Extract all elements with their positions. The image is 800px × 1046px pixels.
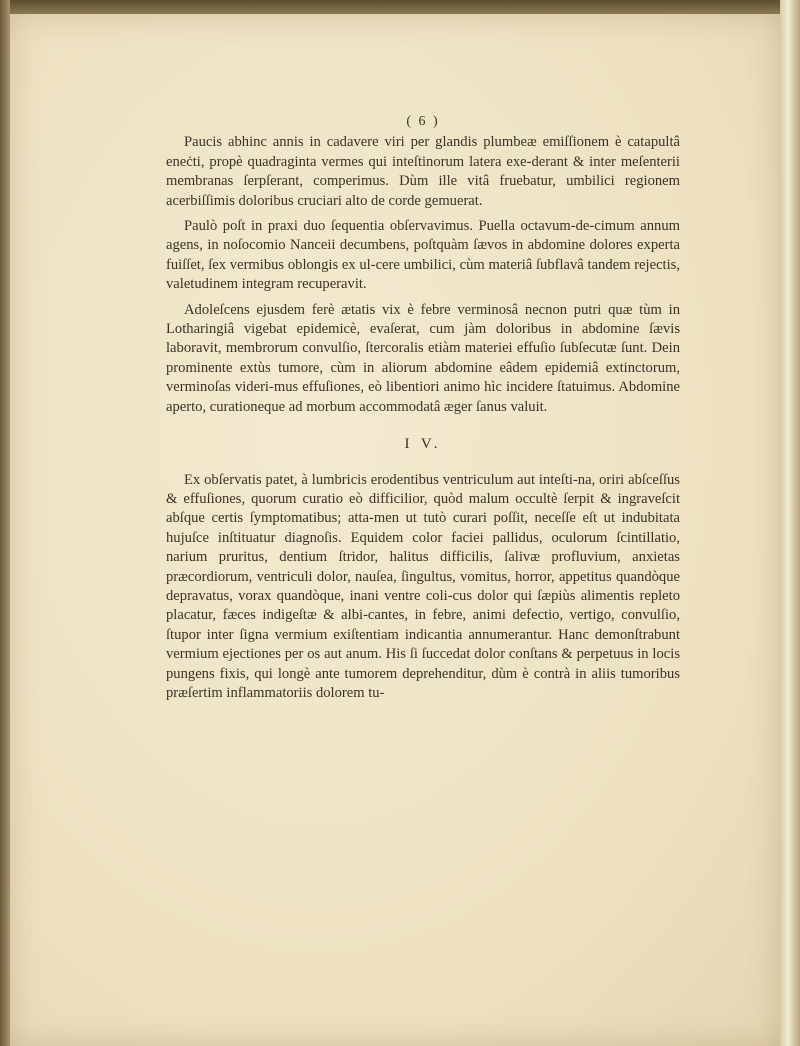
page-number: ( 6 ) (406, 114, 440, 129)
top-edge (0, 0, 800, 14)
paragraph: Ex obſervatis patet, à lumbricis erodentibus ventriculum aut inteſti-na, oriri abſceſſus & effuſiones, quorum curatio eò difficilior, quòd malum occultè ſerpit & ingraveſcit abſque certis ſymptomatibus; atta-men ut tutò curari poſſit, neceſſe eſt ut indubitata hujuſce inſtituatur diagnoſis. Equidem color faciei pallidus, oculorum ſcintillatio, narium pruritus, dentium ſtridor, halitus difficilis, ſalivæ profluvium, anxietas præcordiorum, ventriculi dolor, nauſea, ſingultus, vomitus, horror, appetitus quandòque depravatus, vorax quandòque, inani ventre coli-cus dolor qui ſæpiùs alimentis repleto placatur, fæces indigeſtæ & albi-cantes, in febre, animi defectio, vertigo, convulſio, ſtupor inter ſigna vermium exiſtentiam indicantia annumerantur. Hanc demonſtrabunt vermium ejectiones per os aut anum. His ſi ſuccedat dolor conſtans & perpetuus in locis pungens fixis, qui longè ante tumorem deprehenditur, dùm è contrà in aliis tumoribus præſertim inflammatoriis dolorem tu- (166, 471, 680, 701)
left-edge (0, 0, 10, 1046)
paragraph: Adoleſcens ejusdem ferè ætatis vix è febre verminosâ necnon putri quæ tùm in Lotharingiâ vigebat epidemicè, evaſerat, cum jàm doloribus in abdomine ſævis laboravit, membrorum convulſio, ſtercoralis etiàm materiei effuſio ſubſecutæ ſunt. Dein prominente extùs tumore, cùm in aliorum abdomine eâdem epidemiâ extinctorum, verminoſas videri-mus effuſiones, eò libentiori animo hìc incidere ſtatuimus. Abdomine aperto, curationeque ad morbum accommodatâ æger ſanus valuit. (166, 301, 680, 415)
paragraph: Paulò poſt in praxi duo ſequentia obſervavimus. Puella octavum-de-cimum annum agens, in noſocomio Nanceii decumbens, poſtquàm ſævos in abdomine dolores experta fuiſſet, ſex vermibus oblongis ex ul-cere umbilici, cùm materiâ ſubflavâ tandem rejectis, valetudinem integram recuperavit. (166, 218, 680, 293)
page-text (166, 112, 680, 709)
paragraph: Paucis abhinc annis in cadavere viri per glandis plumbeæ emiſſionem è catapultâ eneċti, propè quadraginta vermes qui inteſtinorum latera exe-derant & inter meſenterii membranas ſerpſerant, comperimus. Dùm ille vitâ fruebatur, umbilici regionem acerbiſſimis doloribus cruciari alto de corde gemuerat. (166, 134, 680, 209)
section-heading: I V. (404, 436, 442, 453)
book-binding (780, 0, 800, 1046)
